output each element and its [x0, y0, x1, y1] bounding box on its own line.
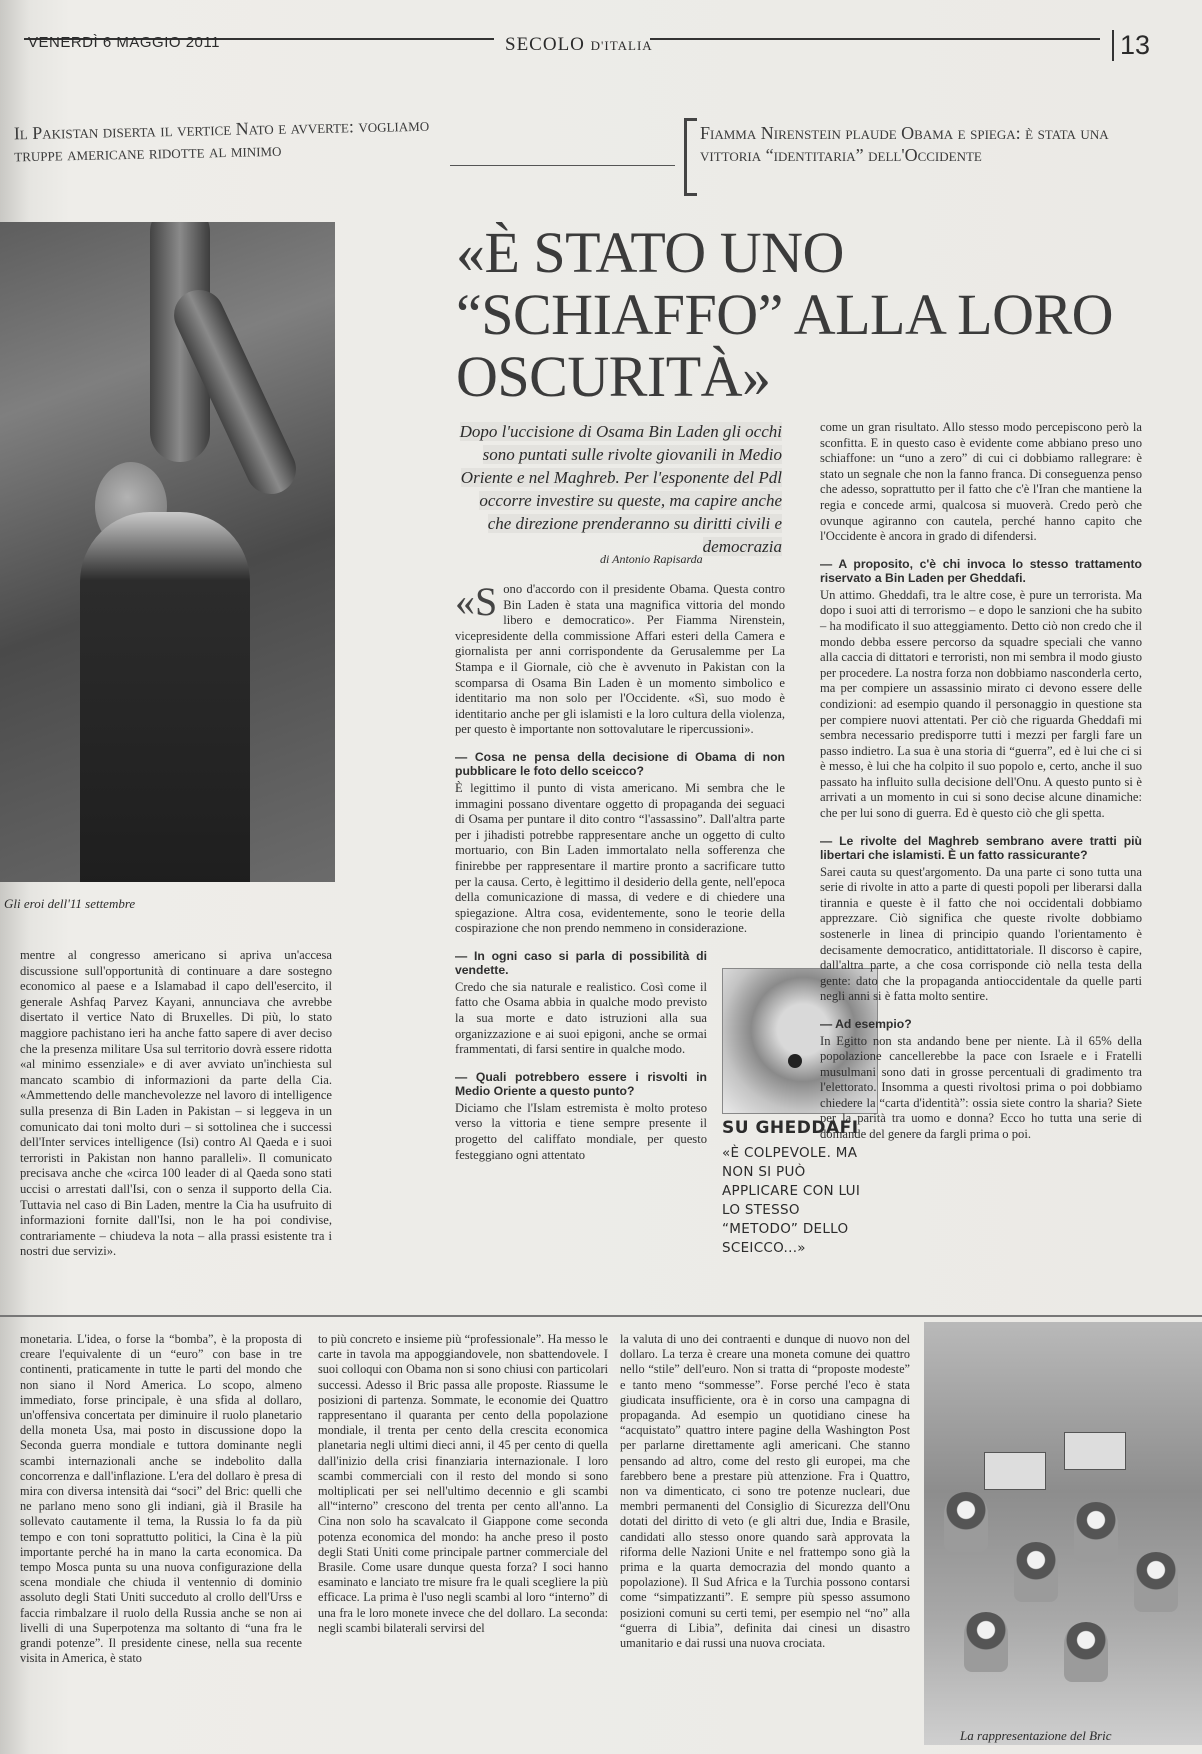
question: — A proposito, c'è chi invoca lo stesso trattamento riservato a Bin Laden per Gheddafi. — [820, 556, 1142, 586]
paper-name: SECOLO — [505, 34, 585, 55]
answer: Un attimo. Gheddafi, tra le altre cose, è pure un terrorista. Ma dopo i suoi atti di terrorismo – e dopo le sanzioni che ha subito – ha modificato il suo atteggiamento. Detto ciò non credo che il mondo debba essere percorso da squadre speciali che vanno alla caccia di dittatori e terroristi, non mi sembra il modo giusto per procedere. La nostra forza non dobbiamo nasconderla certo, ma per compiere un assassinio mirato ci devono essere delle condizioni: ad esempio quando il personaggio in questione sta per compiere nuovi attentati. Per ciò che riguarda Gheddafi mi sembra necessario predisporre tutti i mezzi per fargli fare un passo indietro. La sua è una storia di “guerra”, ed è lui che ci si è messo, è lui che ha colpito il suo popolo e, certo, anche il suo passato ha influito sulla decisione dell'Onu. A questo punto si è arrivati a un momento in cui si sono decise alcune dinamiche: che per lui sono di guerra. Ed è questo ciò che gli spetta. — [820, 587, 1142, 821]
bottom-section-divider — [0, 1315, 1202, 1317]
answer: È legittimo il punto di vista americano. Mi sembra che le immagini possano diventare oggetto di propaganda dei seguaci di Osama per puntare il dito contro “l'assassino”. Dall'altra parte per i jihadisti potrebbe rappresentare anche un oggetto di culto mortuario, con Bin Laden immortalato nella sofferenza che finirebbe per rappresentare il martire pronto a sacrificare tutto per la causa. Certo, è legittimo il desiderio della gente, nell'epoca della comunicazione di massa, di vedere e di chiedere una spiegazione. Altra cosa, evidentemente, sono le teorie della cospirazione che non prendo nemmeno in considerazione. — [455, 780, 785, 936]
left-column-text — [20, 948, 332, 1260]
main-photo — [0, 222, 335, 882]
flag — [984, 1452, 1046, 1490]
masthead-paper-name — [505, 34, 653, 56]
bric-caption: La rappresentazione del Bric — [960, 1728, 1112, 1743]
answer: In Egitto non sta andando bene per niente. Là il 65% della popolazione cancellerebbe la pace con Israele e i Fratelli musulmani sono dati in grosse percentuali di gradimento tra l'elettorato. Insomma a questi rivoltosi prima o poi dobbiamo chiedere la “carta d'identità”: ossia siete contro la sharia? Siete per la parità tra uomo e donna? Ecco ho tutta una serie di domande del genere da fargli prima o poi. — [820, 1033, 1142, 1142]
quote-box-text: «È COLPEVOLE. MA NON SI PUÒ APPLICARE CON LUI LO STESSO “METODO” DELLO SCEICCO...» — [722, 1145, 861, 1256]
middle-intro-text: ono d'accordo con il presidente Obama. Questa contro Bin Laden è stata una magnifica vittoria del mondo libero e democratico». Per Fiamma Nirenstein, vicepresidente della commissione Affari esteri della Camera e giornalista per anni corrispondente da Gerusalemme per La Stampa e il Giornale, ciò che è avvenuto in Pakistan con la scomparsa di Osama Bin Laden è un momento simbolico e identitario ma non solo per l'Occidente. «Sì, suo modo è identitario anche per gli islamisti e la loro cultura della violenza, per questo è importante non sottovalutare le ripercussioni». — [455, 582, 785, 737]
paper-suffix: D'ITALIA — [590, 38, 653, 53]
kicker-left: Il Pakistan diserta il vertice Nato e avverte: vogliamo truppe americane ridotte al minimo — [13, 114, 430, 166]
bottom-column-1 — [20, 1332, 302, 1666]
soldier-figure — [944, 1492, 988, 1552]
lead-summary — [452, 420, 782, 558]
answer: Credo che sia naturale e realistico. Così come il fatto che Osama abbia in qualche modo previsto la sua morte e dato istruzioni alla sua organizzazione e ai suoi epigoni, anche se ormai frammentati, di farsi sentire in qualche modo. — [455, 979, 707, 1057]
soldier-figure — [1134, 1552, 1178, 1612]
quote-box-title: SU GHEDDAFI — [722, 1118, 859, 1138]
middle-intro — [455, 579, 785, 738]
question: — Quali potrebbero essere i risvolti in Medio Oriente a questo punto? — [455, 1069, 707, 1099]
soldier-figure — [1074, 1502, 1118, 1562]
photo-person — [80, 512, 250, 882]
page-number: 13 — [1112, 30, 1150, 61]
microphone-icon — [788, 1054, 802, 1068]
question: — In ogni caso si parla di possibilità di vendette. — [455, 948, 707, 978]
byline: di Antonio Rapisarda — [600, 552, 703, 566]
right-intro: come un gran risultato. Allo stesso modo percepiscono però la sconfitta. E in questo caso è evidente come abbiano preso uno schiaffone: un “uno a zero” di cui ci dobbiamo rallegrare: è stato un segnale che non la fanno franca. Di conseguenza penso che adesso, soprattutto per il fatto che c'è l'Iran che mantiene la regia e concede armi, qualcosa si muoverà. Credo però che ovunque agiranno con cautela, perché hanno capito che l'Occidente è ancora in grado di difendersi. — [820, 420, 1142, 544]
kicker-bracket — [684, 118, 697, 196]
bottom-column-2-text: to più concreto e insieme più “professionale”. Ha messo le carte in tavola ma appoggiandovele, non sbattendovele. I suoi colloqui con Obama non si sono chiusi con particolari successi. Adesso il Bric passa alle proposte. Riassume le posizioni di partenza. Sommate, le economie dei Quattro rappresentano il quaranta per cento della popolazione mondiale, il trenta per cento della crescita economica planetaria negli ultimi dieci anni, il 45 per cento di quella dall'inizio della crisi finanziaria internazionale. I loro scambi commerciali con il resto del mondo si sono moltiplicati per sei nell'ultimo decennio e gli scambi all'“interno” crescono del trenta per cento all'anno. La Cina non solo ha scavalcato il Giappone come seconda potenza economica del mondo: ha anche preso il posto degli Stati Uniti come principale partner commerciale del Brasile. Come usare dunque questa forza? I soci hanno esaminato e lanciato tre misure fra le quali scegliere la più efficace. La prima è l'uso negli scambi al loro “interno” di una fra le loro monete invece che del dollaro. La seconda: negli scambi bilaterali servirsi del — [318, 1332, 608, 1635]
masthead-date: VENERDÌ 6 MAGGIO 2011 — [28, 34, 220, 51]
flag — [1064, 1432, 1126, 1470]
question: — Cosa ne pensa della decisione di Obama di non pubblicare le foto dello sceicco? — [455, 749, 785, 779]
photo-caption: Gli eroi dell'11 settembre — [4, 896, 136, 911]
bottom-column-2 — [318, 1332, 608, 1636]
left-column-paragraph: mentre al congresso americano si apriva un'accesa discussione sull'opportunità di continuare a dare sostegno economico al paese e a Islamabad il capo dell'esercito, il generale Ashfaq Parvez Kayani, annunciava che avrebbe disertato il vertice Nato di Bruxelles. Di più, lo stato maggiore pachistano ieri ha anche fatto sapere di aver deciso che la presenza militare Usa sul territorio dovrà essere ridotta «al minimo essenziale» e di aver avviato un'inchiesta sul mancato scambio di informazioni da parte della Cia. «Ammettendo delle manchevolezze nel lavoro di intelligence sulla presenza di Bin Laden in Pakistan – si leggeva in un comunicato dai toni molto duri – si sottolinea che i successi dell'Inter services intelligence (Isi) contro Al Qaeda e i suoi terroristi in Pakistan non hanno paralleli». Il comunicato precisava anche che «circa 100 leader di al Qaeda sono stati uccisi o arrestati dall'Isi, con o senza il supporto della Cia. Tuttavia nel caso di Bin Laden, mentre la Cia ha usufruito di informazioni fornite dall'Isi, non le ha poi condivise, contrariamente – chiudeva la nota – alla prassi esistente tra i nostri due servizi». — [20, 948, 332, 1259]
question: — Le rivolte del Maghreb sembrano avere tratti più libertari che islamisti. È un fatto rassicurante? — [820, 833, 1142, 863]
answer: Sarei cauta su quest'argomento. Da una parte ci sono tutta una serie di rivolte in atto a parte di questi popoli per liberarsi dalla tirannia e queste è il fatto che noi occidentali dobbiamo apprezzare. Ciò significa che queste rivolte dobbiamo sostenerle in linea di principio quando l'orientamento è decisamente democratico, antidittatoriale. Il discorso è capire, dall'altra parte, a che cosa corrisponde ciò nella testa della gente: dato che la propaganda antioccidentale da quelle parti negli anni si è fatta molto sentire. — [820, 864, 1142, 1004]
bottom-column-1-text: monetaria. L'idea, o forse la “bomba”, è la proposta di creare l'equivalente di un “euro” con base in tre continenti, praticamente in tutte le parti del mondo che non siano il Nord America. Lo scopo, almeno immediato, forse principale, è una sfida al dollaro, un'offensiva concertata per diminuire il ruolo planetario della moneta Usa, mai posto in discussione dopo la Seconda guerra mondiale e tuttora dominante negli scambi internazionali anche se indebolito dalla concorrenza e dall'inflazione. L'era del dollaro è presa di mira con diversa intensità dai “soci” del Bric: quelli che ne parlano meno sono gli indiani, già il Brasile ha sollevato cautamente il tema, la Russia lo fa da più tempo e con toni soprattutto politici, la Cina è la più importante perché ha in mano la carta economica. Da tempo Mosca punta su una nuova configurazione della scena mondiale che chiuda il ventennio di dominio assoluto degli Stati Uniti succeduto al crollo dell'Urss e faccia rimbalzare il ruolo della Russia anche se non ai livelli di una Superpotenza ma soltanto di “una fra le grandi potenze”. Il presidente cinese, nella sua recente visita in America, è stato — [20, 1332, 302, 1666]
kicker-rule — [450, 165, 675, 166]
soldier-figure — [964, 1612, 1008, 1672]
masthead-rule-right — [650, 38, 1100, 40]
kicker-right: Fiamma Nirenstein plaude Obama e spiega: è stata una vittoria “identitaria” dell'Occidente — [700, 123, 1109, 165]
soldier-figure — [1014, 1542, 1058, 1602]
right-column — [820, 420, 1142, 1143]
bottom-column-3-text: la valuta di uno dei contraenti e dunque di nuovo non del dollaro. La terza è creare una moneta comune dei quattro nello “stile” dell'euro. Non si tratta di “proposte modeste” e tanto meno “sommesse”. Forse perché l'eco è stata giudicata insufficiente, ora è in corso una campagna di propaganda. Ad esempio un quotidiano cinese ha “acquistato” quattro intere pagine della Washington Post per parlarne direttamente agli americani. Che stanno pensando ad altro, come del resto gli europei, ma che farebbero bene a prestare più attenzione. Fra i Quattro, non va dimenticato, ci sono tre potenze nucleari, due membri permanenti del Consiglio di Sicurezza dell'Onu dotati del diritto di veto (e gli altri due, India e Brasile, candidati allo stesso onore quando sarà approvata la riforma delle Nazioni Unite e nel frattempo sono già la prima e la quarta democrazia del mondo quanto a popolazione). Il Sud Africa e la Turchia possono contarsi come “simpatizzanti”. E sempre più spesso assumono posizioni comuni su certi temi, per esempio nel “no” alla “guerra di Libia”, definita dai cinesi un disastro umanitario e dai russi una nuova crociata. — [620, 1332, 910, 1651]
soldier-figure — [1064, 1622, 1108, 1682]
answer: Diciamo che l'Islam estremista è molto proteso verso la vittoria e tiene sempre presente il progetto del califfato mondiale, per questo festeggiano ogni attentato — [455, 1100, 707, 1162]
question: — Ad esempio? — [820, 1017, 912, 1031]
bric-illustration — [924, 1322, 1202, 1745]
bottom-column-3 — [620, 1332, 910, 1651]
dropcap: «S — [455, 579, 498, 624]
lead-text: Dopo l'uccisione di Osama Bin Laden gli occhi sono puntati sulle rivolte giovanili in Medio Oriente e nel Maghreb. Per l'esponente del Pdl occorre investire su queste, ma capire anche che direzione prenderanno su diritti civili e democrazia — [459, 422, 782, 556]
headline: «È STATO UNO “SCHIAFFO” ALLA LORO OSCURITÀ» — [456, 220, 1114, 409]
